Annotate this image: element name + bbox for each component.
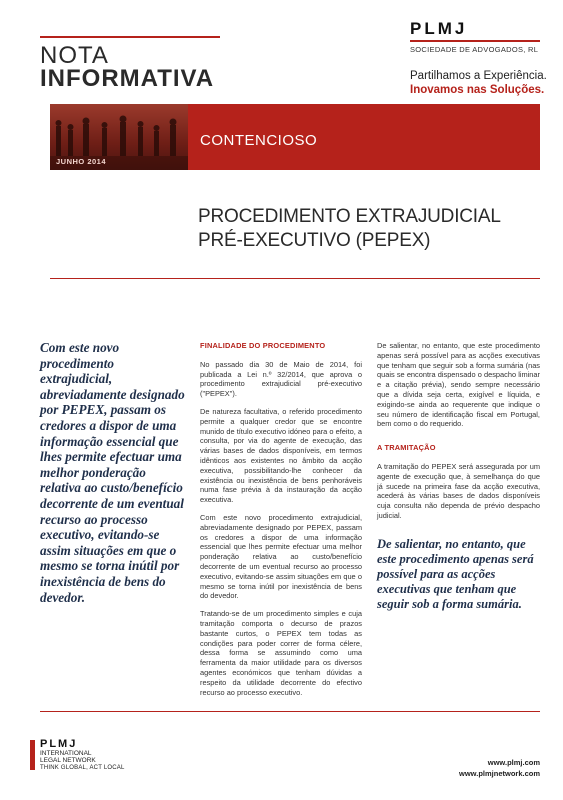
column-middle bbox=[200, 341, 362, 705]
paragraph: No passado dia 30 de Maio de 2014, foi publicada a Lei n.º 32/2014, que aprova o procedimento extrajudicial pré-executivo ("PEPEX"). bbox=[200, 359, 362, 399]
title-divider bbox=[50, 278, 540, 279]
paragraph: Com este novo procedimento extrajudicial, abreviadamente designado por PEPEX, passam os credores a dispor de uma informação essencial que lhes permite efectuar uma melhor ponderação relativa ao custo/benefício decorrente de um eventual recurso ao processo executivo, evitando-se assim situações em que o mesmo se torna inútil por inexistência de bens do devedor. bbox=[200, 512, 362, 601]
logo-name: PLMJ bbox=[410, 19, 468, 38]
footer-logo-name: PLMJ bbox=[40, 738, 78, 750]
website-link[interactable]: www.plmj.com bbox=[487, 758, 540, 767]
section-title: CONTENCIOSO bbox=[200, 132, 318, 149]
plmj-logo[interactable] bbox=[410, 20, 540, 54]
footer-logo-line2: INTERNATIONAL bbox=[40, 750, 92, 757]
pull-quote-right: De salientar, no entanto, que este procedimento apenas será possível para as acções executivas que tenham que seguir sob a forma sumária. bbox=[377, 536, 534, 611]
footer-divider bbox=[40, 711, 540, 712]
logo-bar bbox=[410, 40, 540, 42]
network-logo[interactable] bbox=[40, 738, 140, 772]
network-website-link[interactable]: www.plmjnetwork.com bbox=[459, 769, 540, 778]
section-heading-tramitacao: A TRAMITAÇÃO bbox=[377, 443, 436, 453]
header-accent-line bbox=[40, 36, 220, 38]
footer-logo-line3: LEGAL NETWORK bbox=[40, 757, 96, 764]
article-title-line2: PRÉ-EXECUTIVO (PEPEX) bbox=[198, 230, 431, 251]
article-title-line1: PROCEDIMENTO EXTRAJUDICIAL bbox=[198, 206, 501, 227]
paragraph: De salientar, no entanto, que este procedimento apenas será possível para as acções executivas que tenham que seguir sob a forma sumária (nas quais se encontra dispensado o despacho liminar e a citação prévia), sendo sempre necessário que a dívida seja certa, exigível e líquida, e exigindo-se ainda ao requerente que indique o seu número de identificação fiscal em Portugal, bem como o do requerido. bbox=[377, 341, 540, 429]
logo-subtitle: SOCIEDADE DE ADVOGADOS, RL bbox=[410, 45, 539, 54]
footer-tagline: THINK GLOBAL, ACT LOCAL bbox=[40, 765, 125, 771]
issue-date: JUNHO 2014 bbox=[56, 157, 107, 166]
paragraph: A tramitação do PEPEX será assegurada por um agente de execução que, à semelhança do que já sucede na primeira fase da acção executiva, acederá às várias bases de dados disponíveis cuja consulta não dependa de prévio despacho judicial. bbox=[377, 461, 540, 520]
paragraph: De natureza facultativa, o referido procedimento permite a qualquer credor que se encontre munido de título executivo idóneo para o efeito, a consulta, por via do agente de execução, das várias bases de dados disponíveis, em termos idênticos aos existentes no âmbito da acção executiva, possibilitando-lhe conhecer da existência ou inexistência de bens penhoráveis numa fase prévia à da instauração da acção executiva. bbox=[200, 406, 362, 505]
section-heading-finalidade: FINALIDADE DO PROCEDIMENTO bbox=[200, 341, 326, 350]
doc-type-line2: INFORMATIVA bbox=[40, 65, 215, 92]
slogan-line1: Partilhamos a Experiência. bbox=[410, 70, 547, 82]
slogan-line2: Inovamos nas Soluções. bbox=[410, 84, 545, 96]
paragraph: Tratando-se de um procedimento simples e cuja tramitação comporta o decurso de prazos bastante curtos, o PEPEX tem todas as condições para poder correr de forma célere, dessa forma se assumindo como uma ferramenta da maior utilidade para os diversos agentes económicos que tenham dúvidas a respeito da utilidade decorrente do efectivo recurso ao processo executivo. bbox=[200, 609, 362, 697]
column-right bbox=[377, 341, 540, 612]
footer-logo-mark bbox=[30, 740, 35, 770]
pull-quote-left: Com este novo procedimento extrajudicial, abreviadamente designado por PEPEX, passam os credores a dispor de uma informação essencial que lhes permite efectuar uma melhor ponderação relativa ao custo/benefício decorrente de um eventual recurso ao processo executivo, evitando-se assim situações em que o mesmo se torna inútil por inexistência de bens do devedor. bbox=[40, 340, 185, 605]
doc-type-line1: NOTA bbox=[40, 42, 109, 69]
